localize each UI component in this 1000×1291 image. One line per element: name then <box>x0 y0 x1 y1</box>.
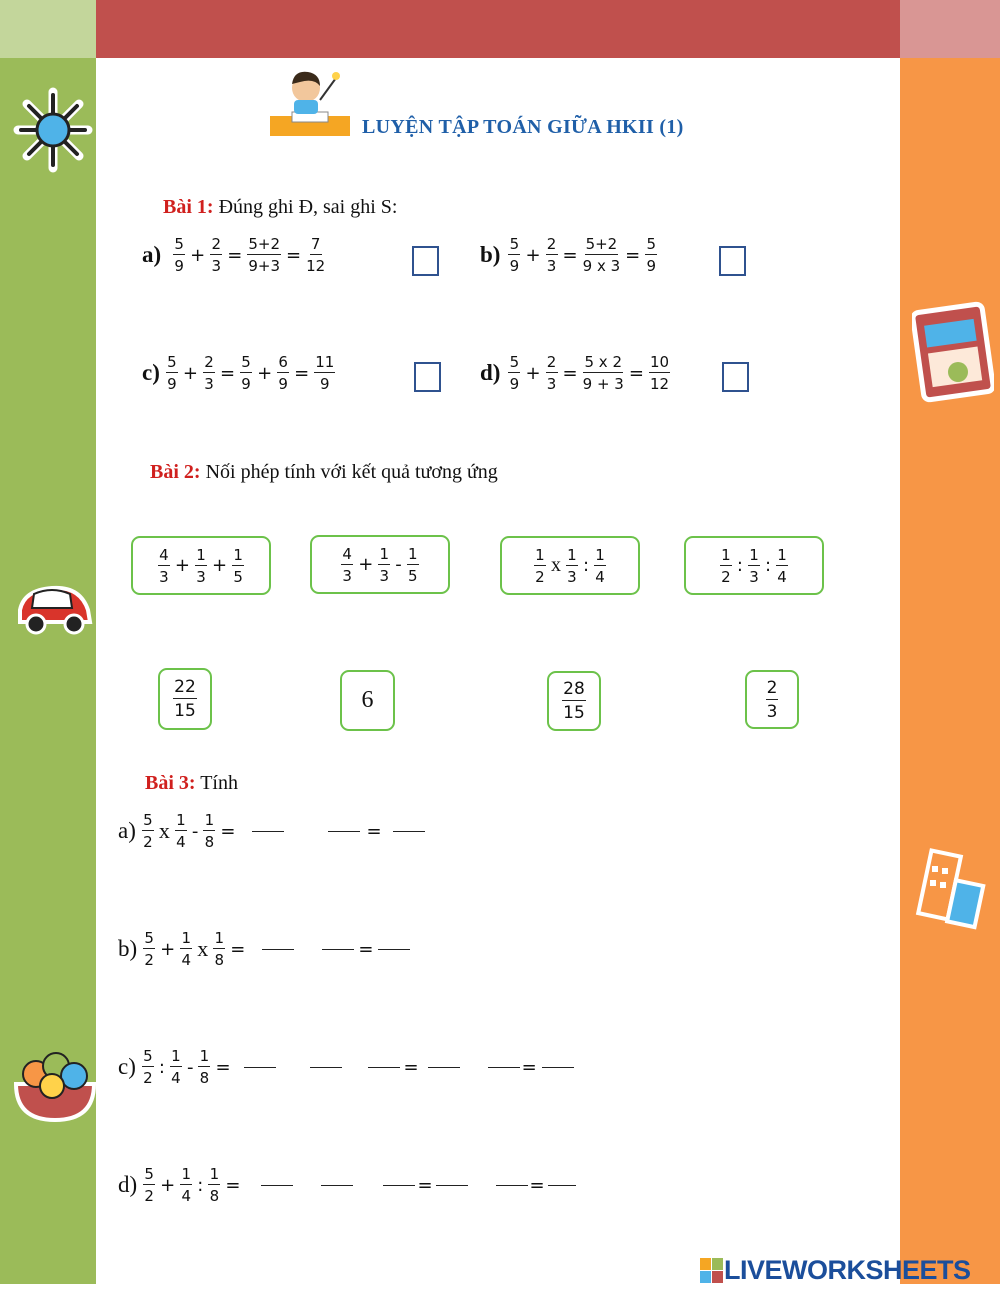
plus-sign: + <box>525 362 541 384</box>
result-box-4[interactable] <box>745 670 799 729</box>
fraction: $\frac{5}{2}$ <box>143 1047 153 1087</box>
fraction: $\frac{5}{9}$ <box>174 235 184 275</box>
fraction: $\frac{1}{8}$ <box>209 1165 220 1205</box>
operator: + <box>160 1174 176 1196</box>
fraction: $\frac{1}{4}$ <box>181 929 192 969</box>
fraction: $\frac{5}{2}$ <box>144 1165 154 1205</box>
equals-sign: = <box>625 244 641 266</box>
fraction: $\frac{2}{3}$ <box>766 677 778 722</box>
operator: : <box>197 1174 204 1196</box>
fraction: $\frac{5+2}{9+3}$ <box>248 235 281 275</box>
answer-blank[interactable] <box>496 1185 528 1186</box>
fraction: $\frac{1}{5}$ <box>233 545 243 586</box>
bai1-item-b <box>480 236 659 274</box>
operator: + <box>212 555 228 576</box>
answer-blank[interactable] <box>244 1067 276 1068</box>
item-label: c) <box>118 1054 136 1079</box>
fraction: $\frac{7}{12}$ <box>306 235 326 275</box>
operator: + <box>358 554 374 575</box>
item-label: c) <box>142 360 160 385</box>
fraction: $\frac{1}{8}$ <box>204 811 215 851</box>
bai2-heading <box>150 461 498 484</box>
car-icon <box>14 580 94 640</box>
equals-sign: = <box>521 1056 537 1078</box>
fraction: $\frac{1}{2}$ <box>535 545 545 586</box>
fraction: $\frac{5}{9}$ <box>167 353 177 393</box>
equals-sign: = <box>562 244 578 266</box>
page-title: LUYỆN TẬP TOÁN GIỮA HKII (1) <box>362 116 684 138</box>
fraction: $\frac{1}{3}$ <box>749 545 759 586</box>
fraction: $\frac{2}{3}$ <box>211 235 222 275</box>
result-value: 6 <box>361 687 374 713</box>
top-right-corner <box>900 0 1000 58</box>
fraction: $\frac{1}{8}$ <box>199 1047 210 1087</box>
operator: : <box>736 555 743 576</box>
bai3-item-d <box>118 1166 590 1204</box>
answer-blank[interactable] <box>436 1185 468 1186</box>
plus-sign: + <box>525 244 541 266</box>
fraction: $\frac{1}{2}$ <box>721 545 731 586</box>
answer-blank[interactable] <box>378 949 410 950</box>
answer-blank[interactable] <box>368 1067 400 1068</box>
fraction: $\frac{1}{4}$ <box>181 1165 192 1205</box>
equals-sign: = <box>230 938 246 960</box>
top-band <box>96 0 900 58</box>
plus-sign: + <box>182 362 198 384</box>
fraction: $\frac{5 x 2}{9 + 3}$ <box>582 353 624 393</box>
fraction: $\frac{5}{9}$ <box>241 353 251 393</box>
fraction: $\frac{6}{9}$ <box>278 353 288 393</box>
equals-sign: = <box>294 362 310 384</box>
answer-blank[interactable] <box>428 1067 460 1068</box>
operator: : <box>765 555 772 576</box>
expression-box-3[interactable] <box>500 536 640 595</box>
expression-box-4[interactable] <box>684 536 824 595</box>
fraction: $\frac{5}{9}$ <box>509 353 520 393</box>
bai1-item-d <box>480 354 672 392</box>
item-label: b) <box>480 242 501 267</box>
bai1-instruction: Đúng ghi Đ, sai ghi S: <box>218 196 398 218</box>
bai1-item-c <box>142 354 337 392</box>
fraction: $\frac{1}{3}$ <box>379 544 390 585</box>
answer-blank[interactable] <box>488 1067 520 1068</box>
plus-sign: + <box>257 362 273 384</box>
liveworksheets-logo-icon <box>700 1258 724 1284</box>
fruit-basket-icon <box>12 1040 98 1124</box>
operator: x <box>197 936 209 961</box>
right-border <box>900 58 1000 1284</box>
answer-blank[interactable] <box>310 1067 342 1068</box>
expression-box-2[interactable] <box>310 535 450 594</box>
teacher-icon <box>270 66 352 138</box>
item-label: d) <box>118 1172 138 1197</box>
answer-checkbox-c[interactable] <box>414 362 441 392</box>
bai3-item-b <box>118 930 424 968</box>
operator: + <box>160 938 176 960</box>
fraction: $\frac{1}{4}$ <box>171 1047 181 1087</box>
fraction: $\frac{1}{5}$ <box>408 544 418 585</box>
fraction: $\frac{1}{8}$ <box>214 929 225 969</box>
operator: - <box>395 554 402 575</box>
operator: - <box>186 1056 194 1078</box>
equals-sign: = <box>215 1056 231 1078</box>
answer-blank[interactable] <box>328 831 360 832</box>
answer-blank[interactable] <box>261 1185 293 1186</box>
bai3-instruction: Tính <box>200 772 238 794</box>
answer-blank[interactable] <box>383 1185 415 1186</box>
equals-sign: = <box>358 938 374 960</box>
item-label: d) <box>480 360 501 385</box>
expression-box-1[interactable] <box>131 536 271 595</box>
top-left-corner <box>0 0 96 58</box>
item-label: a) <box>142 242 162 267</box>
equals-sign: = <box>403 1056 419 1078</box>
answer-blank[interactable] <box>542 1067 574 1068</box>
fraction: $\frac{2}{3}$ <box>546 353 557 393</box>
fraction: $\frac{5}{9}$ <box>646 235 656 275</box>
answer-blank[interactable] <box>548 1185 576 1186</box>
result-box-3[interactable] <box>547 671 601 731</box>
operator: x <box>158 818 170 843</box>
bai3-item-a <box>118 812 439 850</box>
equals-sign: = <box>220 820 236 842</box>
answer-blank[interactable] <box>252 831 284 832</box>
equals-sign: = <box>562 362 578 384</box>
fraction: $\frac{22}{15}$ <box>174 677 196 721</box>
bai3-item-c <box>118 1048 588 1086</box>
operator: - <box>191 820 199 842</box>
equals-sign: = <box>286 244 302 266</box>
fraction: $\frac{1}{4}$ <box>595 545 605 586</box>
bai3-heading <box>145 772 238 795</box>
equals-sign: = <box>366 820 382 842</box>
answer-blank[interactable] <box>262 949 294 950</box>
answer-blank[interactable] <box>322 949 354 950</box>
operator: + <box>174 555 190 576</box>
equals-sign: = <box>417 1174 433 1196</box>
equals-sign: = <box>225 1174 241 1196</box>
fraction: $\frac{5}{9}$ <box>509 235 520 275</box>
bai2-label: Bài 2: <box>150 461 201 483</box>
item-label: a) <box>118 818 136 843</box>
result-box-2[interactable] <box>340 670 395 731</box>
fraction: $\frac{28}{15}$ <box>563 679 585 723</box>
fraction: $\frac{5}{2}$ <box>143 811 153 851</box>
bai2-instruction: Nối phép tính với kết quả tương ứng <box>205 461 498 483</box>
fraction: $\frac{1}{4}$ <box>176 811 186 851</box>
fraction: $\frac{1}{4}$ <box>777 545 787 586</box>
window-picture-icon <box>912 300 994 404</box>
operator: : <box>158 1056 165 1078</box>
bai1-label: Bài 1: <box>163 196 214 218</box>
result-box-1[interactable] <box>158 668 212 730</box>
fraction: $\frac{5+2}{9 x 3}$ <box>582 235 621 275</box>
building-icon <box>914 846 994 932</box>
equals-sign: = <box>529 1174 545 1196</box>
fraction: $\frac{10}{12}$ <box>649 353 670 393</box>
answer-checkbox-a[interactable] <box>412 246 439 276</box>
bai3-label: Bài 3: <box>145 772 196 794</box>
fraction: $\frac{1}{3}$ <box>567 545 577 586</box>
answer-blank[interactable] <box>393 831 425 832</box>
bai1-item-a <box>142 236 327 274</box>
fraction: $\frac{2}{3}$ <box>546 235 557 275</box>
fraction: $\frac{2}{3}$ <box>204 353 214 393</box>
fraction: $\frac{5}{2}$ <box>144 929 154 969</box>
fraction: $\frac{11}{9}$ <box>315 353 335 393</box>
liveworksheets-watermark <box>700 1255 971 1286</box>
answer-checkbox-d[interactable] <box>722 362 749 392</box>
operator: : <box>582 555 590 576</box>
fraction: $\frac{1}{3}$ <box>196 545 206 586</box>
answer-checkbox-b[interactable] <box>719 246 746 276</box>
item-label: b) <box>118 936 138 961</box>
bai1-heading <box>163 196 397 219</box>
equals-sign: = <box>628 362 644 384</box>
equals-sign: = <box>219 362 236 384</box>
plus-sign: + <box>190 244 206 266</box>
equals-sign: = <box>227 244 243 266</box>
answer-blank[interactable] <box>321 1185 353 1186</box>
watermark-text: LIVEWORKSHEETS <box>724 1255 971 1285</box>
fraction: $\frac{4}{3}$ <box>159 545 169 586</box>
fraction: $\frac{4}{3}$ <box>342 544 352 585</box>
sun-icon <box>12 86 94 174</box>
operator: x <box>550 554 561 576</box>
